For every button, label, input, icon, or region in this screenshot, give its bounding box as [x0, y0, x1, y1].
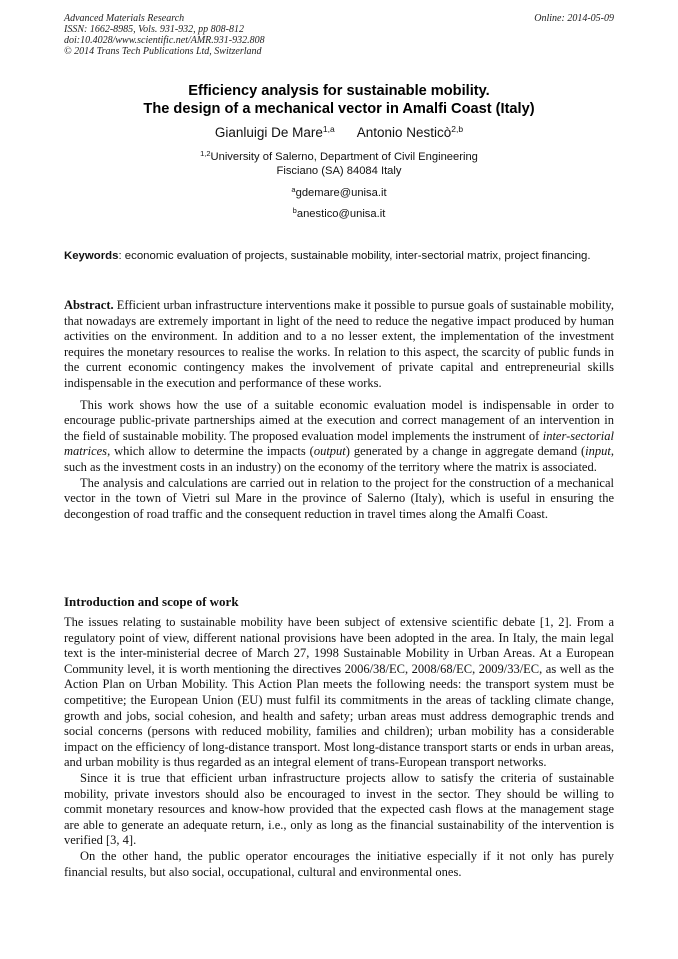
issn-line: ISSN: 1662-8985, Vols. 931-932, pp 808-812 [64, 24, 244, 35]
email-sup-a: a [291, 185, 296, 194]
abstract-paragraph-2 [64, 398, 614, 476]
email-line-a [64, 186, 614, 200]
section-heading-introduction: Introduction and scope of work [64, 594, 239, 609]
abstract-label: Abstract. [64, 298, 114, 312]
intro-paragraph-2: Since it is true that efficient urban infrastructure projects allow to satisfy the criteria of sustainable mobility, private investors should also be encouraged to invest in the sector. They should be willing to commit monetary resources and know-how provided that the expected cash flows at the management stage are able to generate an adequate return, i.e., only as long as the financial sustainability of the intervention is verified [3, 4]. [64, 770, 614, 848]
affiliation [64, 150, 614, 178]
abstract-p1-text: Efficient urban infrastructure interventions make it possible to pursue goals of sustainable mobility, that nowadays are extremely important in light of the need to reduce the negative impact produced by human activities on the environment. In addition and to a no lesser extent, the implementation of the investment requires the monetary resources to realise the works. In relation to this aspect, the scarcity of public funds in the current economic contingency makes the involvement of private capital and entrepreneurial skills indispensable in the execution and performance of these works. [64, 298, 614, 390]
abstract-paragraph-3: The analysis and calculations are carried out in relation to the project for the construction of a mechanical vector in the town of Vietri sul Mare in the province of Salerno (Italy), which is useful in ensuring the decongestion of road traffic and the consequent reduction in travel times along the Amalfi Coast. [64, 475, 614, 521]
keywords-label: Keywords [64, 250, 119, 262]
paper-title [64, 82, 614, 118]
abstract-p2-emphasis-3: input [585, 444, 611, 459]
affiliation-line-1: University of Salerno, Department of Civil Engineering [210, 151, 478, 163]
title-line-2: The design of a mechanical vector in Amalfi Coast (Italy) [143, 101, 535, 117]
abstract-paragraph-1 [64, 298, 614, 392]
author-list [64, 125, 614, 141]
affiliation-line-2: Fisciano (SA) 84084 Italy [276, 165, 402, 177]
keywords-block [64, 249, 614, 264]
author-sup-2: 2,b [451, 124, 464, 134]
email-line-b [64, 207, 614, 221]
email-address-b[interactable]: anestico@unisa.it [296, 208, 386, 220]
journal-header [64, 13, 265, 57]
title-line-1: Efficiency analysis for sustainable mobility. [188, 83, 490, 99]
email-sup-b: b [292, 206, 297, 215]
abstract-p2-emphasis-1: inter-sectorial matrices [64, 428, 614, 459]
abstract-p2-text-b: , which allow to determine the impacts ( [107, 444, 314, 459]
abstract-p2-text-c: ) generated by a change in aggregate demand ( [345, 444, 586, 459]
abstract-p2-emphasis-2: output [313, 444, 346, 459]
journal-name: Advanced Materials Research [64, 13, 185, 24]
author-name-2: Antonio Nesticò [356, 125, 452, 140]
author-sup-1: 1,a [322, 124, 335, 134]
author-name-1: Gianluigi De Mare [214, 125, 323, 140]
email-address-a[interactable]: gdemare@unisa.it [295, 187, 387, 199]
abstract-p2-text-a: This work shows how the use of a suitable economic evaluation model is indispensable in order to encourage public-private partnerships aimed at the execution and correct management of an intervention in the field of sustainable mobility. The proposed evaluation model implements the instrument of [64, 397, 614, 443]
affiliation-sup: 1,2 [200, 149, 211, 158]
abstract-p2-text-d: , such as the investment costs in an industry) on the economy of the territory where the matrix is associated. [64, 444, 614, 474]
intro-paragraph-3: On the other hand, the public operator encourages the initiative especially if it not only has purely financial results, but also social, occupational, cultural and environmental ones. [64, 848, 614, 879]
abstract-section [64, 298, 614, 522]
doi-line: doi:10.4028/www.scientific.net/AMR.931-932.808 [64, 35, 265, 46]
keywords-text: : economic evaluation of projects, sustainable mobility, inter-sectorial matrix, project financing. [118, 250, 591, 262]
intro-paragraph-1: The issues relating to sustainable mobility have been subject of extensive scientific debate [1, 2]. From a regulatory point of view, different national provisions have been adopted in the area. In Italy, the main legal text is the inter-ministerial decree of March 27, 1998 Sustainable Mobility in Urban Areas. At a European Community level, it is worth mentioning the directives 2006/38/EC, 2008/68/EC, 2009/33/EC, as well as the Action Plan on Urban Mobility. This Action Plan meets the following needs: the transport system must be competitive; the European Union (EU) must fulfil its commitments in the areas of tackling climate change, growth and jobs, social cohesion, and health and safety; urban areas must address demographic trends and social concerns (persons with reduced mobility, families and children); urban mobility has a considerable impact on the efficiency of long-distance transport. Most long-distance transport starts or ends in urban areas, and urban mobility is thus regarded as an integral element of trans-European transport networks. [64, 615, 614, 770]
copyright-line: © 2014 Trans Tech Publications Ltd, Switzerland [64, 46, 262, 57]
online-date: Online: 2014-05-09 [534, 13, 614, 24]
introduction-section [64, 615, 614, 880]
